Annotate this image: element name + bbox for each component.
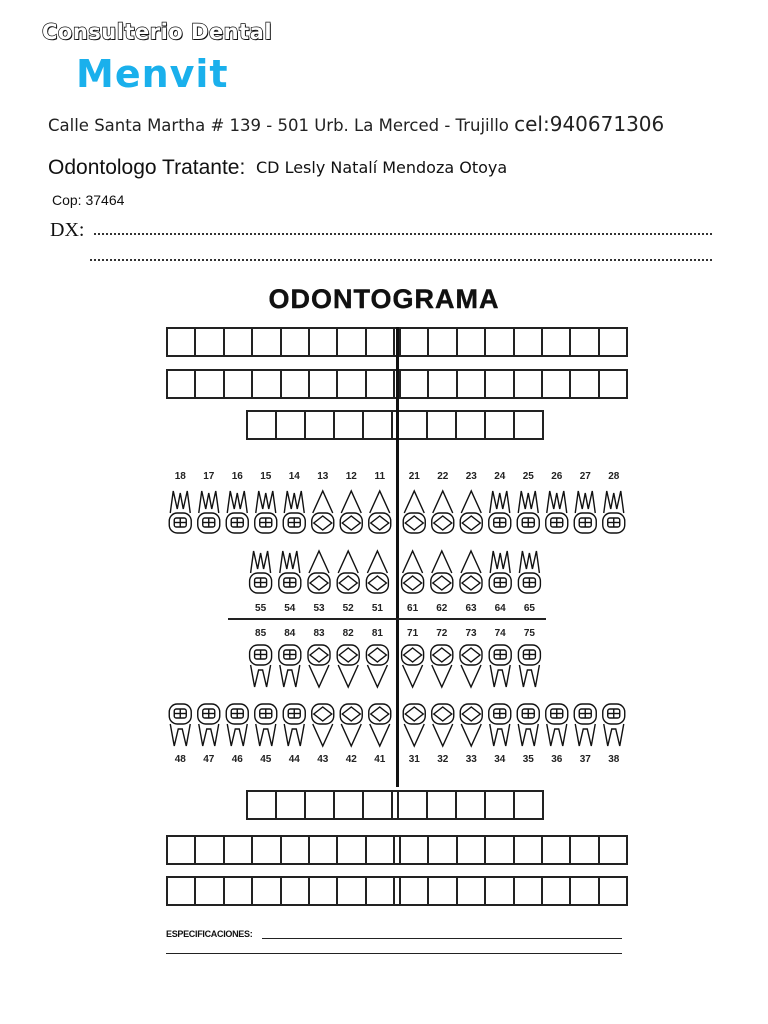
tooth-15 (255, 491, 277, 533)
tooth-number-27: 27 (579, 471, 591, 482)
specifications-line-2[interactable] (166, 953, 622, 954)
tooth-number-71: 71 (407, 628, 419, 639)
dx-label: DX: (50, 219, 85, 241)
tooth-number-85: 85 (255, 628, 267, 639)
tooth-83 (308, 645, 330, 687)
tooth-11 (369, 491, 391, 533)
tooth-number-65: 65 (523, 603, 535, 614)
doctor-name: CD Lesly Natalí Mendoza Otoya (256, 158, 508, 177)
tooth-38 (603, 704, 625, 746)
tooth-number-31: 31 (408, 754, 420, 765)
tooth-44 (283, 704, 305, 746)
tooth-number-82: 82 (342, 628, 354, 639)
tooth-number-73: 73 (465, 628, 477, 639)
tooth-46 (226, 704, 248, 746)
tooth-21 (403, 491, 425, 533)
tooth-33 (460, 704, 482, 746)
tooth-number-48: 48 (174, 754, 186, 765)
tooth-61 (402, 551, 424, 593)
tooth-number-83: 83 (313, 628, 325, 639)
tooth-number-74: 74 (494, 628, 506, 639)
specifications-line-1[interactable] (262, 938, 622, 939)
tooth-number-44: 44 (288, 754, 300, 765)
tooth-84 (279, 645, 301, 687)
tooth-37 (574, 704, 596, 746)
tooth-28 (603, 491, 625, 533)
tooth-number-18: 18 (174, 471, 186, 482)
tooth-number-41: 41 (374, 754, 386, 765)
tooth-number-26: 26 (551, 471, 563, 482)
tooth-14 (283, 491, 305, 533)
tooth-43 (312, 704, 334, 746)
tooth-number-21: 21 (408, 471, 420, 482)
tooth-number-16: 16 (231, 471, 243, 482)
tooth-number-24: 24 (494, 471, 506, 482)
tooth-number-34: 34 (494, 754, 506, 765)
tooth-number-52: 52 (342, 603, 354, 614)
tooth-number-15: 15 (260, 471, 272, 482)
tooth-48 (169, 704, 191, 746)
tooth-55 (250, 551, 272, 593)
tooth-25 (517, 491, 539, 533)
tooth-52 (337, 551, 359, 593)
tooth-number-22: 22 (437, 471, 449, 482)
tooth-17 (198, 491, 220, 533)
doctor-label: Odontologo Tratante: (48, 156, 246, 179)
tooth-12 (340, 491, 362, 533)
tooth-number-11: 11 (374, 471, 386, 482)
tooth-number-81: 81 (371, 628, 383, 639)
tooth-number-25: 25 (522, 471, 534, 482)
tooth-74 (489, 645, 511, 687)
tooth-number-84: 84 (284, 628, 296, 639)
tooth-number-33: 33 (465, 754, 477, 765)
tooth-82 (337, 645, 359, 687)
tooth-number-54: 54 (284, 603, 296, 614)
tooth-42 (340, 704, 362, 746)
tooth-number-64: 64 (494, 603, 506, 614)
tooth-36 (546, 704, 568, 746)
phone-text: cel:940671306 (514, 112, 665, 136)
tooth-13 (312, 491, 334, 533)
tooth-number-37: 37 (579, 754, 591, 765)
tooth-16 (226, 491, 248, 533)
tooth-62 (431, 551, 453, 593)
tooth-number-32: 32 (437, 754, 449, 765)
tooth-number-46: 46 (231, 754, 243, 765)
tooth-51 (366, 551, 388, 593)
odontogram-title: ODONTOGRAMA (268, 284, 500, 314)
tooth-45 (255, 704, 277, 746)
tooth-73 (460, 645, 482, 687)
tooth-number-62: 62 (436, 603, 448, 614)
tooth-number-12: 12 (345, 471, 357, 482)
tooth-number-47: 47 (203, 754, 215, 765)
tooth-34 (489, 704, 511, 746)
tooth-22 (432, 491, 454, 533)
tooth-71 (402, 645, 424, 687)
address-text: Calle Santa Martha # 139 - 501 Urb. La Merced - Trujillo (48, 116, 509, 135)
tooth-64 (489, 551, 511, 593)
tooth-85 (250, 645, 272, 687)
tooth-number-23: 23 (465, 471, 477, 482)
tooth-47 (198, 704, 220, 746)
clinic-brand: Menvit (76, 52, 229, 96)
tooth-41 (369, 704, 391, 746)
tooth-26 (546, 491, 568, 533)
tooth-number-45: 45 (260, 754, 272, 765)
tooth-number-35: 35 (522, 754, 534, 765)
specifications-label: ESPECIFICACIONES: (166, 929, 253, 939)
tooth-number-55: 55 (255, 603, 267, 614)
tooth-number-75: 75 (523, 628, 535, 639)
tooth-number-61: 61 (407, 603, 419, 614)
tooth-24 (489, 491, 511, 533)
tooth-number-53: 53 (313, 603, 325, 614)
tooth-number-38: 38 (608, 754, 620, 765)
tooth-65 (518, 551, 540, 593)
tooth-32 (432, 704, 454, 746)
tooth-number-36: 36 (551, 754, 563, 765)
tooth-63 (460, 551, 482, 593)
tooth-53 (308, 551, 330, 593)
tooth-35 (517, 704, 539, 746)
tooth-number-51: 51 (371, 603, 383, 614)
tooth-23 (460, 491, 482, 533)
tooth-number-17: 17 (203, 471, 215, 482)
clinic-name: Consulterio Dental (42, 20, 273, 44)
tooth-31 (403, 704, 425, 746)
tooth-81 (366, 645, 388, 687)
tooth-number-43: 43 (317, 754, 329, 765)
tooth-number-14: 14 (288, 471, 300, 482)
tooth-number-63: 63 (465, 603, 477, 614)
tooth-27 (574, 491, 596, 533)
tooth-75 (518, 645, 540, 687)
tooth-number-42: 42 (345, 754, 357, 765)
tooth-number-72: 72 (436, 628, 448, 639)
tooth-number-13: 13 (317, 471, 329, 482)
tooth-54 (279, 551, 301, 593)
tooth-72 (431, 645, 453, 687)
tooth-number-28: 28 (608, 471, 620, 482)
tooth-18 (169, 491, 191, 533)
cop-number: Cop: 37464 (52, 192, 125, 208)
